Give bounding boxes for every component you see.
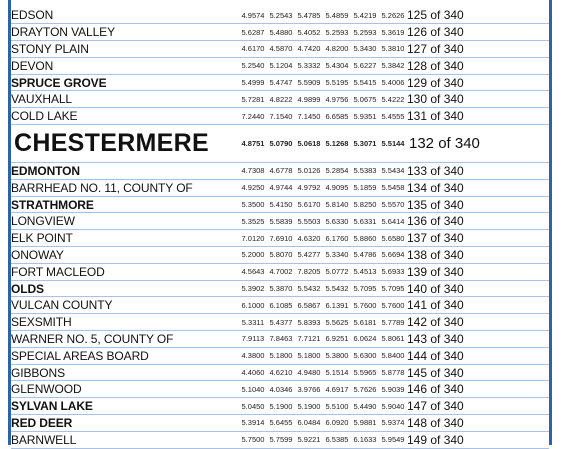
table-row	[11, 398, 549, 415]
value-cell: 4.9095	[323, 179, 351, 196]
value-cell: 7.8205	[295, 263, 323, 280]
value-cell: 5.3311	[239, 314, 267, 331]
value-cell: 4.7420	[295, 41, 323, 58]
value-cell: 5.3525	[239, 213, 267, 230]
table-right-border	[549, 0, 552, 445]
value-cell: 5.4304	[323, 57, 351, 74]
table-row	[11, 347, 549, 364]
value-cell: 5.6694	[379, 247, 407, 264]
value-cell: 5.3332	[295, 57, 323, 74]
rank-cell: 136 of 340	[407, 213, 549, 230]
value-cell: 4.9792	[295, 179, 323, 196]
value-cell: 5.5965	[351, 364, 379, 381]
value-cell: 5.8061	[379, 331, 407, 348]
rank-cell: 144 of 340	[407, 347, 549, 364]
rank-cell: 137 of 340	[407, 230, 549, 247]
rank-cell: 128 of 340	[407, 57, 549, 74]
value-cell: 5.0675	[351, 91, 379, 108]
value-cell: 4.8751	[239, 125, 267, 163]
value-cell: 5.3870	[267, 280, 295, 297]
value-cell: 5.6287	[239, 24, 267, 41]
table-row	[11, 297, 549, 314]
rank-cell: 148 of 340	[407, 415, 549, 432]
value-cell: 5.0790	[267, 125, 295, 163]
municipality-name: OLDS	[11, 280, 239, 297]
value-cell: 5.5432	[295, 280, 323, 297]
value-cell: 4.5870	[267, 41, 295, 58]
value-cell: 5.7600	[351, 297, 379, 314]
value-cell: 4.9756	[323, 91, 351, 108]
value-cell: 5.2543	[267, 7, 295, 24]
value-cell: 5.3619	[379, 24, 407, 41]
value-cell: 6.5867	[295, 297, 323, 314]
value-cell: 5.3810	[379, 41, 407, 58]
rank-cell: 130 of 340	[407, 91, 549, 108]
value-cell: 4.0346	[267, 381, 295, 398]
value-cell: 5.7281	[239, 91, 267, 108]
table-row	[11, 91, 549, 108]
value-cell: 5.1268	[323, 125, 351, 163]
value-cell: 5.5432	[323, 280, 351, 297]
value-cell: 4.8222	[267, 91, 295, 108]
table-row	[11, 57, 549, 74]
value-cell: 5.4785	[295, 7, 323, 24]
value-cell: 5.7095	[379, 280, 407, 297]
value-cell: 4.3800	[239, 347, 267, 364]
rank-cell: 135 of 340	[407, 196, 549, 213]
rank-cell: 126 of 340	[407, 24, 549, 41]
value-cell: 4.9899	[295, 91, 323, 108]
value-cell: 5.8070	[267, 247, 295, 264]
municipality-name: SEXSMITH	[11, 314, 239, 331]
value-cell: 4.6917	[323, 381, 351, 398]
value-cell: 7.7121	[295, 331, 323, 348]
municipality-name: DRAYTON VALLEY	[11, 24, 239, 41]
municipality-name: EDMONTON	[11, 163, 239, 180]
value-cell: 5.5909	[295, 74, 323, 91]
value-cell: 5.0618	[295, 125, 323, 163]
table-row	[11, 196, 549, 213]
value-cell: 6.5385	[323, 431, 351, 448]
value-cell: 5.6455	[267, 415, 295, 432]
rank-cell: 131 of 340	[407, 108, 549, 125]
municipality-name: SPECIAL AREAS BOARD	[11, 347, 239, 364]
value-cell: 5.7626	[351, 381, 379, 398]
value-cell: 6.1633	[351, 431, 379, 448]
rank-cell: 127 of 340	[407, 41, 549, 58]
municipality-name: GLENWOOD	[11, 381, 239, 398]
municipal-ranking-table	[11, 7, 549, 449]
value-cell: 5.8778	[379, 364, 407, 381]
municipality-name: STONY PLAIN	[11, 41, 239, 58]
table-row	[11, 213, 549, 230]
table-row	[11, 163, 549, 180]
value-cell: 5.7600	[379, 297, 407, 314]
value-cell: 6.0624	[351, 331, 379, 348]
municipality-name: LONGVIEW	[11, 213, 239, 230]
value-cell: 5.3430	[351, 41, 379, 58]
value-cell: 5.6300	[351, 347, 379, 364]
value-cell: 5.7789	[379, 314, 407, 331]
rank-cell: 141 of 340	[407, 297, 549, 314]
value-cell: 5.4052	[295, 24, 323, 41]
value-cell: 6.1000	[239, 297, 267, 314]
value-cell: 7.1540	[267, 108, 295, 125]
value-cell: 5.2626	[379, 7, 407, 24]
value-cell: 7.6910	[267, 230, 295, 247]
value-cell: 5.4222	[379, 91, 407, 108]
rank-cell: 142 of 340	[407, 314, 549, 331]
municipality-name: DEVON	[11, 57, 239, 74]
value-cell: 6.1391	[323, 297, 351, 314]
municipality-name: EDSON	[11, 7, 239, 24]
value-cell: 5.4377	[267, 314, 295, 331]
value-cell: 4.6320	[295, 230, 323, 247]
rank-cell: 138 of 340	[407, 247, 549, 264]
value-cell: 4.8200	[323, 41, 351, 58]
value-cell: 5.0450	[239, 398, 267, 415]
table-row	[11, 230, 549, 247]
municipality-name: CHESTERMERE	[11, 125, 239, 163]
value-cell: 5.1900	[267, 398, 295, 415]
value-cell: 7.2440	[239, 108, 267, 125]
municipality-name: SPRUCE GROVE	[11, 74, 239, 91]
value-cell: 3.9766	[295, 381, 323, 398]
value-cell: 5.5458	[379, 179, 407, 196]
value-cell: 5.2854	[323, 163, 351, 180]
value-cell: 5.3500	[239, 196, 267, 213]
value-cell: 5.3071	[351, 125, 379, 163]
value-cell: 5.4555	[379, 108, 407, 125]
value-cell: 5.3914	[239, 415, 267, 432]
value-cell: 6.1760	[323, 230, 351, 247]
value-cell: 6.6585	[323, 108, 351, 125]
value-cell: 5.1040	[239, 381, 267, 398]
value-cell: 5.4490	[351, 398, 379, 415]
value-cell: 5.9221	[295, 431, 323, 448]
table-row-highlighted	[11, 125, 549, 163]
table-row	[11, 24, 549, 41]
value-cell: 5.5625	[323, 314, 351, 331]
table-row	[11, 431, 549, 448]
table-row	[11, 331, 549, 348]
value-cell: 5.5144	[379, 125, 407, 163]
table-row	[11, 415, 549, 432]
value-cell: 4.6170	[239, 41, 267, 58]
value-cell: 6.0484	[295, 415, 323, 432]
value-cell: 5.7599	[267, 431, 295, 448]
value-cell: 5.6933	[379, 263, 407, 280]
municipality-name: RED DEER	[11, 415, 239, 432]
value-cell: 5.6227	[351, 57, 379, 74]
rank-cell: 125 of 340	[407, 7, 549, 24]
value-cell: 5.4513	[351, 263, 379, 280]
value-cell: 5.4859	[323, 7, 351, 24]
rank-cell: 140 of 340	[407, 280, 549, 297]
value-cell: 5.5415	[351, 74, 379, 91]
municipality-name: WARNER NO. 5, COUNTY OF	[11, 331, 239, 348]
table-row	[11, 74, 549, 91]
table-row	[11, 280, 549, 297]
value-cell: 5.3902	[239, 280, 267, 297]
value-cell: 6.0920	[323, 415, 351, 432]
value-cell: 4.4060	[239, 364, 267, 381]
value-cell: 5.9039	[379, 381, 407, 398]
value-cell: 7.0120	[239, 230, 267, 247]
value-cell: 5.0772	[323, 263, 351, 280]
rank-cell: 143 of 340	[407, 331, 549, 348]
value-cell: 4.7308	[239, 163, 267, 180]
value-cell: 4.9574	[239, 7, 267, 24]
value-cell: 5.9040	[379, 398, 407, 415]
value-cell: 4.9744	[267, 179, 295, 196]
municipality-name: VULCAN COUNTY	[11, 297, 239, 314]
value-cell: 4.9480	[295, 364, 323, 381]
municipality-name: ONOWAY	[11, 247, 239, 264]
value-cell: 5.3340	[323, 247, 351, 264]
value-cell: 5.6580	[379, 230, 407, 247]
value-cell: 4.6778	[267, 163, 295, 180]
rank-cell: 147 of 340	[407, 398, 549, 415]
table-row	[11, 314, 549, 331]
value-cell: 5.7500	[239, 431, 267, 448]
value-cell: 5.0126	[295, 163, 323, 180]
rank-cell: 146 of 340	[407, 381, 549, 398]
value-cell: 4.7002	[267, 263, 295, 280]
municipality-name: ELK POINT	[11, 230, 239, 247]
value-cell: 5.3842	[379, 57, 407, 74]
value-cell: 5.9549	[379, 431, 407, 448]
value-cell: 5.5570	[379, 196, 407, 213]
table-row	[11, 179, 549, 196]
value-cell: 5.4219	[351, 7, 379, 24]
rank-cell: 139 of 340	[407, 263, 549, 280]
value-cell: 5.6170	[295, 196, 323, 213]
value-cell: 5.5100	[323, 398, 351, 415]
value-cell: 5.8400	[379, 347, 407, 364]
value-cell: 5.1204	[267, 57, 295, 74]
value-cell: 6.1085	[267, 297, 295, 314]
value-cell: 5.1800	[295, 347, 323, 364]
table-row	[11, 7, 549, 24]
value-cell: 5.2593	[323, 24, 351, 41]
rank-cell: 132 of 340	[407, 125, 549, 163]
value-cell: 7.1450	[295, 108, 323, 125]
value-cell: 5.5839	[267, 213, 295, 230]
table-row	[11, 247, 549, 264]
value-cell: 5.4999	[239, 74, 267, 91]
rank-cell: 133 of 340	[407, 163, 549, 180]
value-cell: 5.6330	[323, 213, 351, 230]
value-cell: 5.1800	[267, 347, 295, 364]
value-cell: 5.8860	[351, 230, 379, 247]
table-row	[11, 364, 549, 381]
rank-cell: 145 of 340	[407, 364, 549, 381]
municipality-name: VAUXHALL	[11, 91, 239, 108]
value-cell: 6.9251	[323, 331, 351, 348]
value-cell: 5.9351	[351, 108, 379, 125]
value-cell: 5.6181	[351, 314, 379, 331]
value-cell: 5.1859	[351, 179, 379, 196]
municipality-name: COLD LAKE	[11, 108, 239, 125]
table-row	[11, 41, 549, 58]
value-cell: 5.4006	[379, 74, 407, 91]
value-cell: 5.1900	[295, 398, 323, 415]
value-cell: 5.3800	[323, 347, 351, 364]
table-body	[11, 7, 549, 448]
rank-cell: 134 of 340	[407, 179, 549, 196]
value-cell: 5.6414	[379, 213, 407, 230]
table-row	[11, 381, 549, 398]
rank-cell: 149 of 340	[407, 431, 549, 448]
value-cell: 7.8463	[267, 331, 295, 348]
value-cell: 5.5383	[351, 163, 379, 180]
municipality-name: FORT MACLEOD	[11, 263, 239, 280]
value-cell: 5.5503	[295, 213, 323, 230]
value-cell: 5.2540	[239, 57, 267, 74]
value-cell: 5.6331	[351, 213, 379, 230]
value-cell: 5.5434	[379, 163, 407, 180]
value-cell: 5.9881	[351, 415, 379, 432]
table-row	[11, 108, 549, 125]
rank-cell: 129 of 340	[407, 74, 549, 91]
municipality-name: BARNWELL	[11, 431, 239, 448]
value-cell: 5.7095	[351, 280, 379, 297]
municipality-name: GIBBONS	[11, 364, 239, 381]
value-cell: 5.2000	[239, 247, 267, 264]
value-cell: 7.9113	[239, 331, 267, 348]
value-cell: 5.5195	[323, 74, 351, 91]
value-cell: 4.9250	[239, 179, 267, 196]
value-cell: 5.2593	[351, 24, 379, 41]
value-cell: 5.4747	[267, 74, 295, 91]
value-cell: 5.4786	[351, 247, 379, 264]
municipality-name: STRATHMORE	[11, 196, 239, 213]
value-cell: 5.9374	[379, 415, 407, 432]
value-cell: 5.4150	[267, 196, 295, 213]
value-cell: 5.1514	[323, 364, 351, 381]
table-row	[11, 263, 549, 280]
municipality-name: SYLVAN LAKE	[11, 398, 239, 415]
value-cell: 5.8250	[351, 196, 379, 213]
value-cell: 4.6210	[267, 364, 295, 381]
value-cell: 5.4277	[295, 247, 323, 264]
value-cell: 5.8140	[323, 196, 351, 213]
value-cell: 5.8393	[295, 314, 323, 331]
value-cell: 5.4880	[267, 24, 295, 41]
value-cell: 4.5643	[239, 263, 267, 280]
municipality-name: BARRHEAD NO. 11, COUNTY OF	[11, 179, 239, 196]
